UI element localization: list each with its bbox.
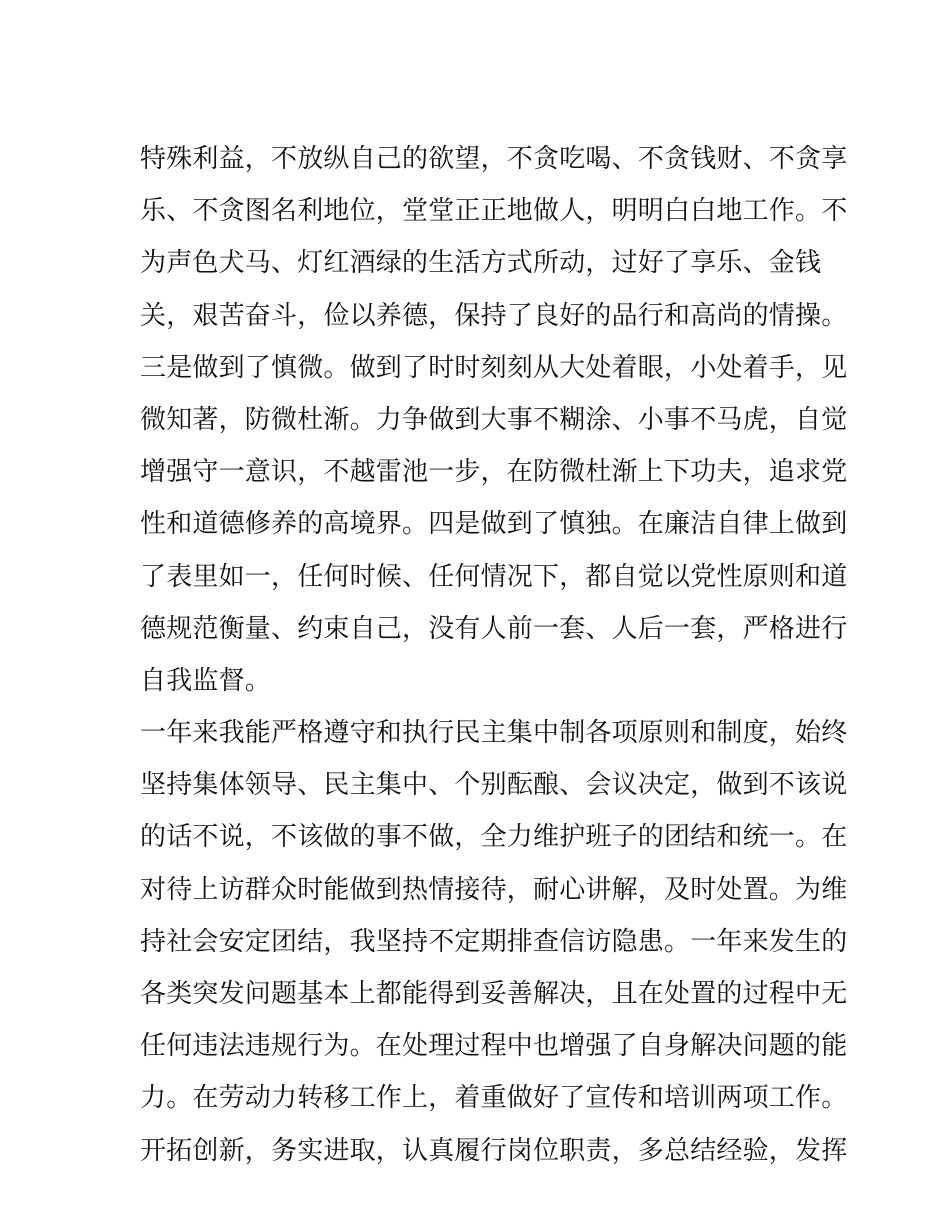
text-line: 持社会安定团结，我坚持不定期排查信访隐患。一年来发生的 — [140, 926, 848, 957]
text-line: 一年来我能严格遵守和执行民主集中制各项原则和制度，始终 — [140, 718, 848, 749]
text-line: 自我监督。 — [140, 665, 272, 696]
text-line: 微知著，防微杜渐。力争做到大事不糊涂、小事不马虎，自觉 — [140, 404, 848, 435]
text-line: 德规范衡量、约束自己，没有人前一套、人后一套，严格进行 — [140, 613, 848, 644]
text-line: 增强守一意识，不越雷池一步，在防微杜渐上下功夫，追求党 — [140, 457, 848, 488]
text-line: 为声色犬马、灯红酒绿的生活方式所动，过好了享乐、金钱 — [140, 248, 822, 279]
text-line: 乐、不贪图名利地位，堂堂正正地做人，明明白白地工作。不 — [140, 196, 848, 227]
text-line: 特殊利益，不放纵自己的欲望，不贪吃喝、不贪钱财、不贪享 — [140, 144, 848, 174]
body-text — [140, 133, 848, 1177]
text-line: 各类突发问题基本上都能得到妥善解决，且在处置的过程中无 — [140, 979, 848, 1009]
text-line: 的话不说，不该做的事不做，全力维护班子的团结和统一。在 — [140, 822, 848, 853]
text-line: 开拓创新，务实进取，认真履行岗位职责，多总结经验，发挥 — [140, 1135, 848, 1166]
text-line: 坚持集体领导、民主集中、个别酝酿、会议决定，做到不该说 — [140, 770, 848, 801]
text-line: 性和道德修养的高境界。四是做到了慎独。在廉洁自律上做到 — [140, 509, 848, 540]
text-line: 任何违法违规行为。在处理过程中也增强了自身解决问题的能 — [140, 1031, 848, 1062]
text-line: 力。在劳动力转移工作上，着重做好了宣传和培训两项工作。 — [140, 1083, 848, 1114]
text-line: 对待上访群众时能做到热情接待，耐心讲解，及时处置。为维 — [140, 874, 848, 905]
text-line: 三是做到了慎微。做到了时时刻刻从大处着眼，小处着手，见 — [140, 352, 848, 383]
text-line: 了表里如一，任何时候、任何情况下，都自觉以党性原则和道 — [140, 561, 848, 592]
text-line: 关，艰苦奋斗，俭以养德，保持了良好的品行和高尚的情操。 — [140, 300, 848, 331]
